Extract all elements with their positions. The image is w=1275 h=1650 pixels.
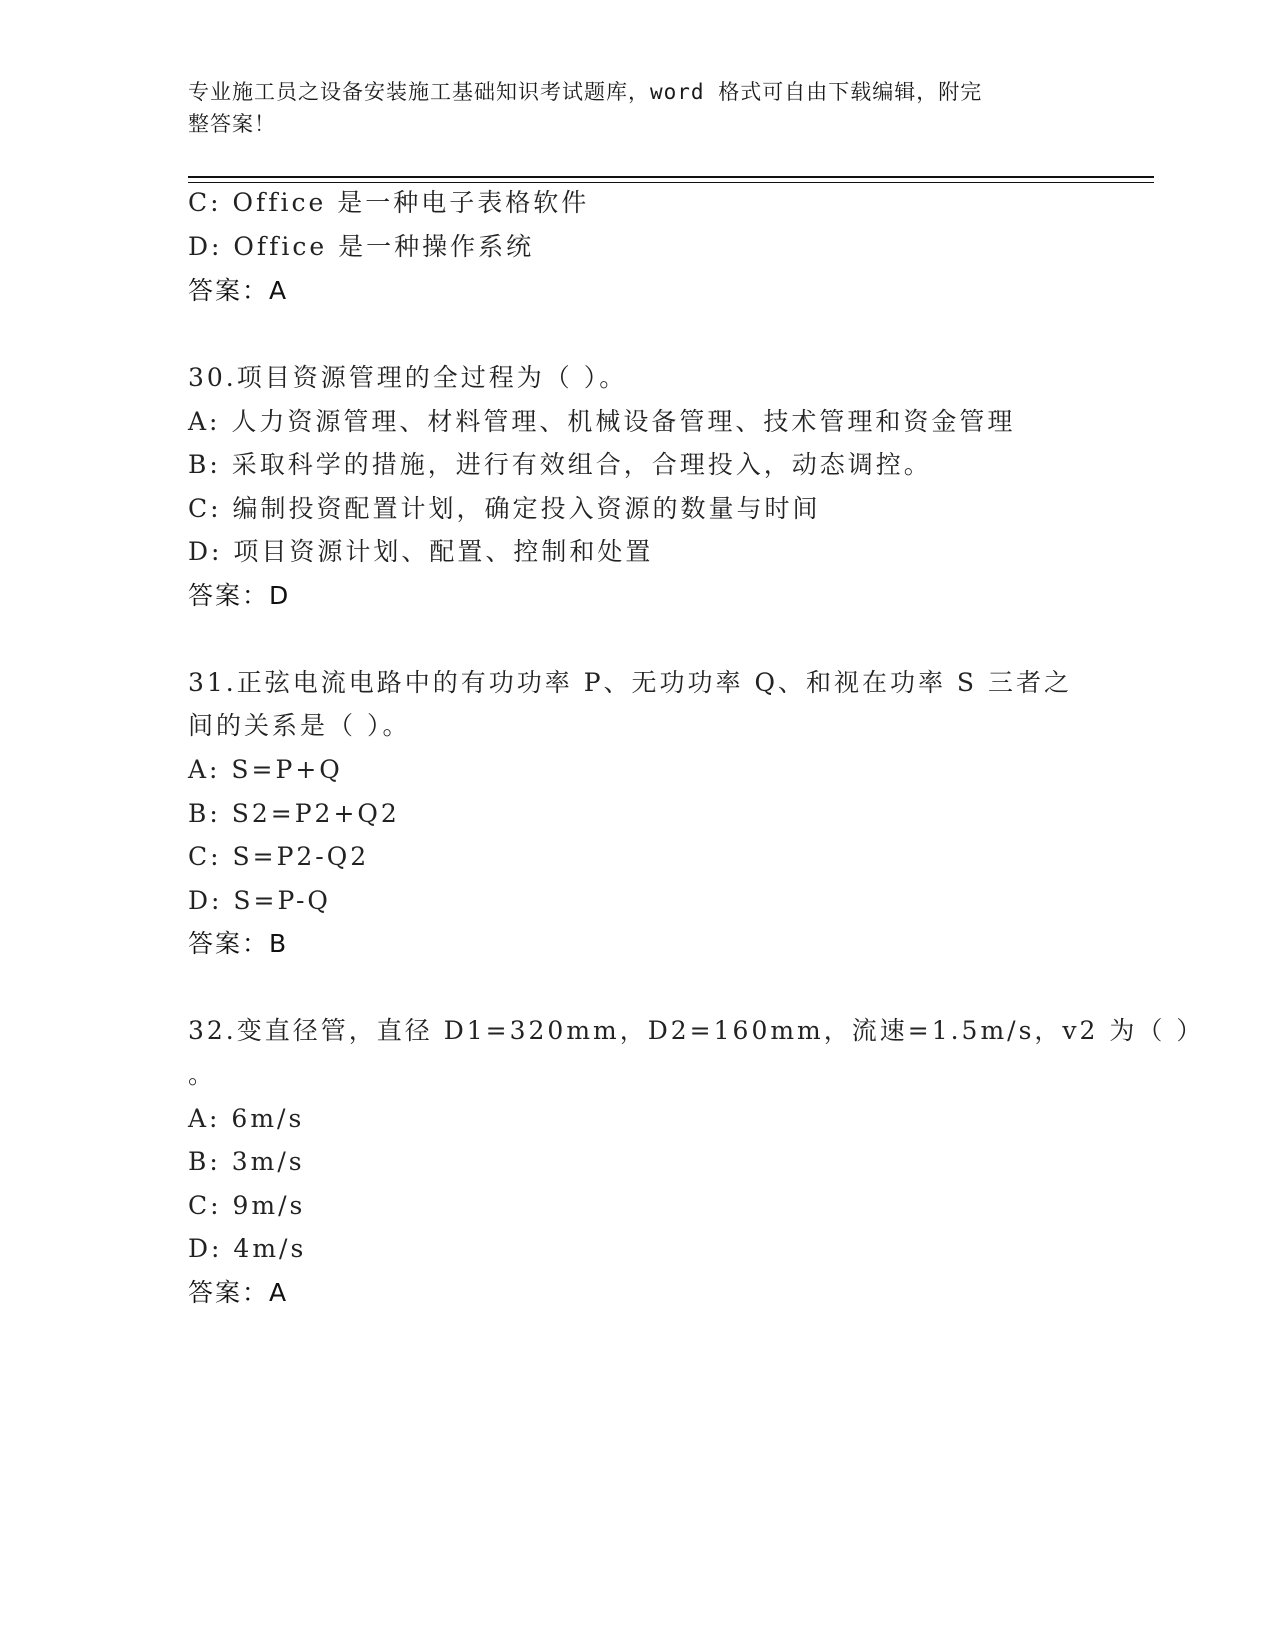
q32-answer: 答案：A: [188, 1278, 289, 1307]
q30-option-a: A: 人力资源管理、材料管理、机械设备管理、技术管理和资金管理: [188, 407, 1016, 436]
header-divider-thick: [188, 176, 1154, 178]
q32-stem-line-1: 32.变直径管，直径 D1=320mm，D2=160mm，流速=1.5m/s，v2 为（ ）: [188, 1016, 1205, 1045]
q31-option-d: D: S=P-Q: [188, 886, 331, 915]
q31-option-c: C: S=P2-Q2: [188, 842, 370, 871]
header-title-line-2: 整答案！: [188, 112, 276, 136]
q32-option-a: A: 6m/s: [188, 1104, 305, 1133]
q31-option-b: B: S2=P2+Q2: [188, 799, 400, 828]
q29-answer: 答案：A: [188, 276, 289, 305]
q32-option-c: C: 9m/s: [188, 1191, 306, 1220]
q30-stem: 30.项目资源管理的全过程为（ ）。: [188, 363, 628, 392]
q29-option-c: C: Office 是一种电子表格软件: [188, 188, 590, 217]
q32-option-b: B: 3m/s: [188, 1147, 305, 1176]
q30-option-c: C: 编制投资配置计划，确定投入资源的数量与时间: [188, 494, 821, 523]
q31-stem-line-1: 31.正弦电流电路中的有功功率 P、无功功率 Q、和视在功率 S 三者之: [188, 668, 1072, 697]
q32-stem-line-2: 。: [188, 1060, 217, 1089]
q31-answer: 答案：B: [188, 929, 289, 958]
header-title-line-1: 专业施工员之设备安装施工基础知识考试题库，word 格式可自由下载编辑，附完: [188, 80, 983, 104]
q30-answer: 答案：D: [188, 581, 291, 610]
q30-option-b: B: 采取科学的措施，进行有效组合，合理投入，动态调控。: [188, 450, 932, 479]
header-divider-thin: [188, 182, 1154, 183]
q30-option-d: D: 项目资源计划、配置、控制和处置: [188, 537, 654, 566]
q31-stem-line-2: 间的关系是（ ）。: [188, 711, 411, 740]
q32-option-d: D: 4m/s: [188, 1234, 307, 1263]
q31-option-a: A: S=P+Q: [188, 755, 343, 784]
document-header: [188, 76, 1068, 140]
q29-option-d: D: Office 是一种操作系统: [188, 232, 535, 261]
